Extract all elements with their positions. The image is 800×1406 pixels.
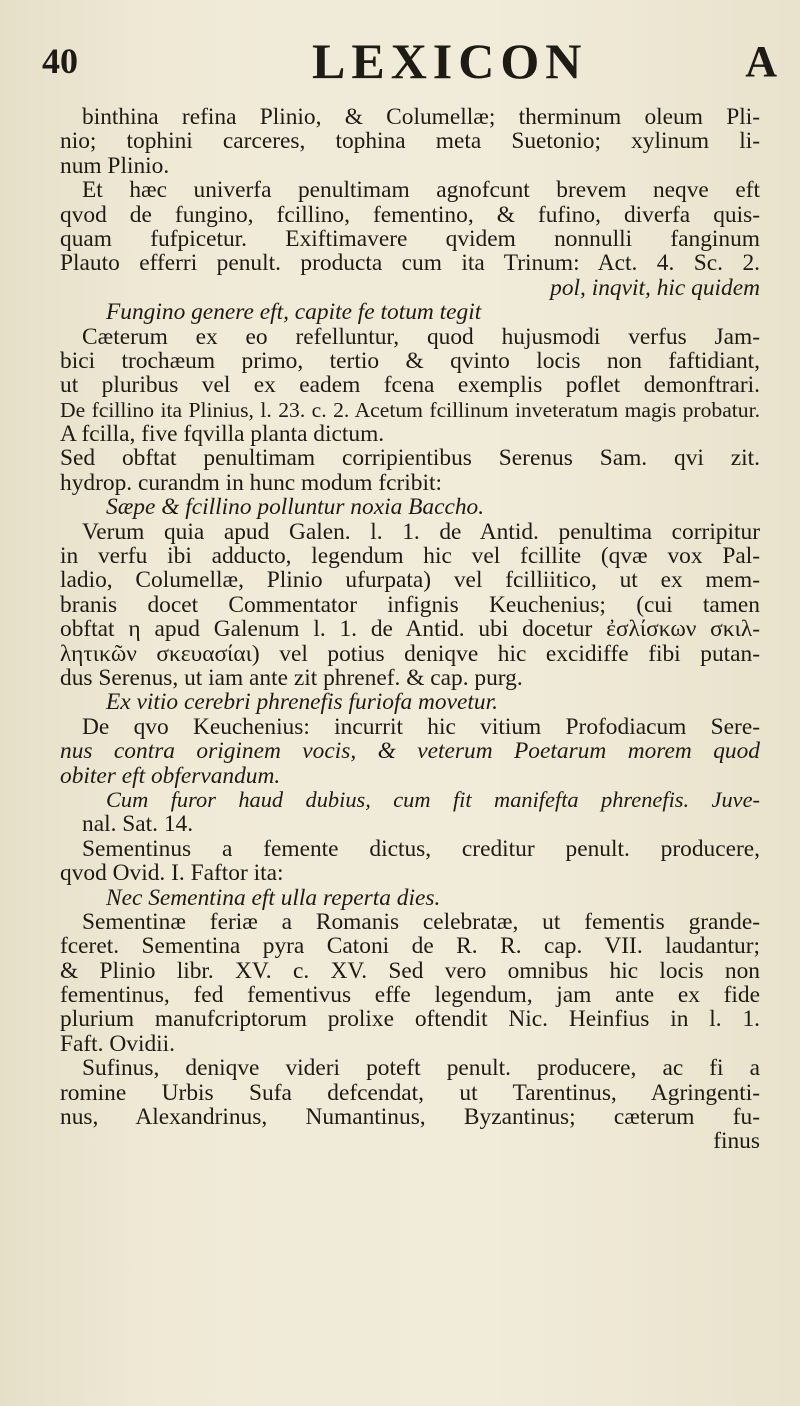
running-title: LEXICON bbox=[312, 33, 588, 89]
section-letter: A bbox=[745, 37, 777, 86]
text-line: Verum quia apud Galen. l. 1. de Antid. penultima corripitur bbox=[82, 518, 760, 545]
text-line: fementinus, fed fementivus effe legendum, jam ante ex fide bbox=[60, 982, 760, 1009]
text-line: A fcilla, five fqvilla planta dictum. bbox=[60, 421, 385, 448]
text-line: nio; tophini carceres, tophina meta Suetonio; xylinum li- bbox=[60, 128, 760, 155]
text-line: nal. Sat. 14. bbox=[82, 811, 194, 838]
body-text bbox=[60, 105, 760, 1154]
text-line: obftat η apud Galenum l. 1. de Antid. ubi docetur ἐσλίσκων σκιλ- bbox=[60, 616, 760, 643]
text-line: num Plinio. bbox=[60, 152, 170, 179]
text-line: quam fufpicetur. Exiftimavere qvidem nonnulli fanginum bbox=[60, 225, 760, 252]
text-line: Plauto efferri penult. producta cum ita Trinum: Act. 4. Sc. 2. bbox=[60, 250, 760, 277]
text-line: & Plinio libr. XV. c. XV. Sed vero omnibus hic locis non bbox=[60, 957, 760, 984]
text-line: De fcillino ita Plinius, l. 23. c. 2. Acetum fcillinum inveteratum magis probatur. bbox=[60, 397, 760, 422]
text-line: Sementinus a femente dictus, creditur penult. producere, bbox=[82, 835, 760, 862]
text-line: hydrop. curandm in hunc modum fcribit: bbox=[60, 469, 442, 496]
text-line: Cum furor haud dubius, cum fit manifefta phrenefis. Juve- bbox=[106, 786, 760, 812]
text-line: Cæterum ex eo refelluntur, quod hujusmodi verfus Jam- bbox=[82, 323, 760, 350]
text-line: λητικῶν σκευασίαι) vel potius deniqve hic excidiffe fibi putan- bbox=[60, 640, 760, 667]
text-line: Ex vitio cerebri phrenefis furiofa movetur. bbox=[106, 689, 498, 716]
text-line: Faft. Ovidii. bbox=[60, 1030, 176, 1057]
catchword: finus bbox=[713, 1128, 760, 1155]
text-line: in verfu ibi adducto, legendum hic vel fcillite (qvæ vox Pal- bbox=[60, 543, 760, 570]
text-line: Fungino genere eft, capite fe totum tegit bbox=[106, 299, 482, 326]
text-line: binthina refina Plinio, & Columellæ; therminum oleum Pli- bbox=[82, 104, 760, 130]
text-line: nus, Alexandrinus, Numantinus, Byzantinus; cæterum fu- bbox=[60, 1104, 760, 1131]
text-line: pol, inqvit, hic quidem bbox=[550, 274, 760, 301]
text-line: qvod de fungino, fcillino, fementino, & fufino, diverfa quis- bbox=[60, 201, 760, 228]
text-line: plurium manufcriptorum prolixe oftendit Nic. Heinfius in l. 1. bbox=[60, 1006, 760, 1033]
text-line: romine Urbis Sufa defcendat, ut Tarentinus, Agringenti- bbox=[60, 1079, 760, 1106]
text-line: ut pluribus vel ex eadem fcena exemplis poflet demonftrari. bbox=[60, 372, 760, 399]
text-line: Sæpe & fcillino polluntur noxia Baccho. bbox=[106, 494, 485, 521]
text-line: Nec Sementina eft ulla reperta dies. bbox=[106, 884, 441, 911]
page-number: 40 bbox=[42, 41, 78, 81]
page-header bbox=[42, 32, 777, 92]
text-line: nus contra originem vocis, & veterum Poetarum morem quod bbox=[60, 738, 760, 765]
text-line: De qvo Keuchenius: incurrit hic vitium Profodiacum Sere- bbox=[82, 713, 760, 740]
text-line: fceret. Sementina pyra Catoni de R. R. cap. VII. laudantur; bbox=[60, 933, 760, 960]
text-line: obiter eft obfervandum. bbox=[60, 762, 281, 789]
text-line: Sufinus, deniqve videri poteft penult. producere, ac fi a bbox=[82, 1055, 760, 1082]
text-line: Sementinæ feriæ a Romanis celebratæ, ut fementis grande- bbox=[82, 908, 760, 935]
text-line: ladio, Columellæ, Plinio ufurpata) vel fcilliitico, ut ex mem- bbox=[60, 567, 760, 594]
text-line: Et hæc univerfa penultimam agnofcunt brevem neqve eft bbox=[82, 177, 760, 204]
text-line: Sed obftat penultimam corripientibus Serenus Sam. qvi zit. bbox=[60, 445, 760, 472]
text-line: qvod Ovid. I. Faftor ita: bbox=[60, 860, 284, 887]
text-line: bici trochæum primo, tertio & qvinto locis non faftidiant, bbox=[60, 347, 760, 374]
text-line: branis docet Commentator infignis Keuchenius; (cui tamen bbox=[60, 591, 760, 618]
text-line: dus Serenus, ut iam ante zit phrenef. & cap. purg. bbox=[60, 664, 523, 691]
